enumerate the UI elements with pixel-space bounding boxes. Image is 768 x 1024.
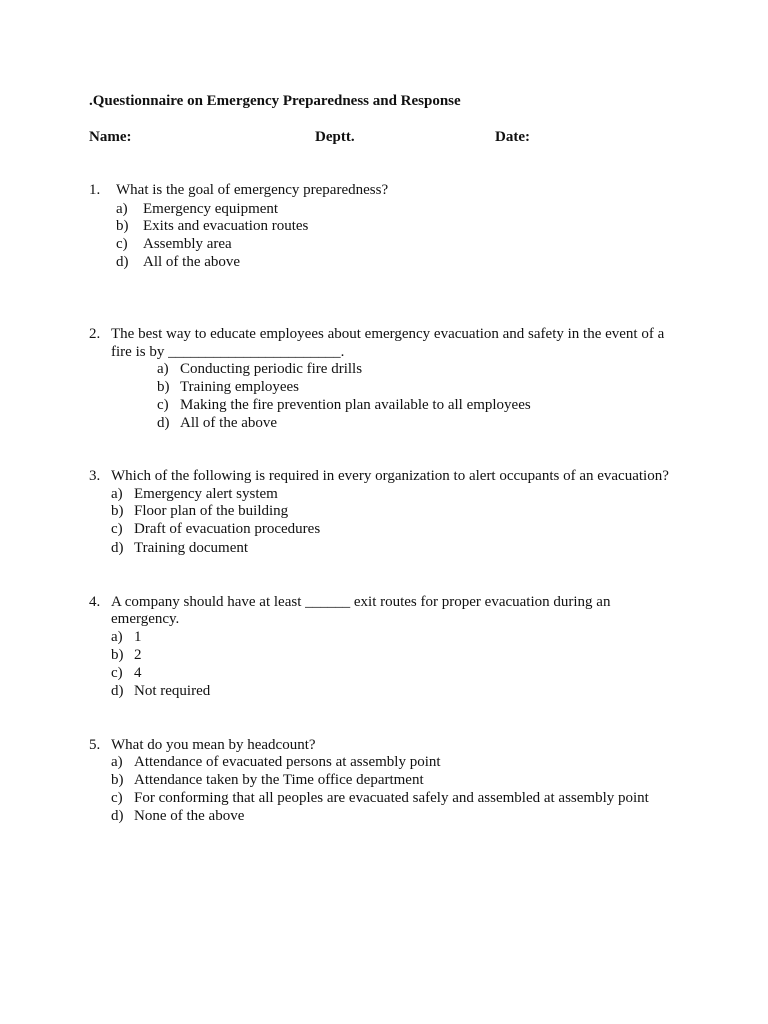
option-label: c) (111, 665, 123, 681)
option-label: a) (157, 361, 169, 377)
option-label: c) (157, 397, 169, 413)
option-label: a) (111, 629, 123, 645)
option-text: Draft of evacuation procedures (134, 521, 321, 537)
page-title: .Questionnaire on Emergency Preparedness and Response (89, 93, 461, 109)
option-text: Assembly area (143, 236, 232, 252)
question-text: Which of the following is required in every organization to alert occupants of an evacuation? (111, 468, 669, 484)
option-label: d) (116, 254, 129, 270)
question-text: What do you mean by headcount? (111, 737, 316, 753)
option-label: c) (111, 790, 123, 806)
option-label: b) (111, 772, 124, 788)
option-text: Attendance of evacuated persons at assembly point (134, 754, 441, 770)
option-label: d) (157, 415, 170, 431)
option-label: a) (116, 201, 128, 217)
option-text: 4 (134, 665, 142, 681)
option-text: Conducting periodic fire drills (180, 361, 363, 377)
option-text: Making the fire prevention plan available to all employees (180, 397, 531, 413)
option-text: All of the above (180, 415, 278, 431)
option-label: c) (116, 236, 128, 252)
option-text: 2 (134, 647, 142, 663)
option-text: Attendance taken by the Time office department (134, 772, 424, 788)
option-text: For conforming that all peoples are evacuated safely and assembled at assembly point (134, 790, 649, 806)
option-text: Not required (134, 683, 211, 699)
question-number: 3. (89, 468, 101, 484)
option-label: a) (111, 754, 123, 770)
option-label: c) (111, 521, 123, 537)
option-label: d) (111, 540, 124, 556)
name-field-label: Name: (89, 129, 132, 145)
question-number: 1. (89, 182, 101, 198)
option-label: b) (111, 503, 124, 519)
option-text: None of the above (134, 808, 245, 824)
question-text: What is the goal of emergency preparedness? (116, 182, 389, 198)
option-label: b) (111, 647, 124, 663)
option-text: Emergency alert system (134, 486, 278, 502)
question-text-line-2: emergency. (111, 611, 180, 627)
dept-field-label: Deptt. (315, 129, 355, 145)
option-text: Emergency equipment (143, 201, 279, 217)
date-field-label: Date: (495, 129, 530, 145)
option-label: b) (157, 379, 170, 395)
question-number: 4. (89, 594, 101, 610)
question-number: 5. (89, 737, 101, 753)
option-text: Training employees (180, 379, 300, 395)
option-label: d) (111, 683, 124, 699)
option-text: Exits and evacuation routes (143, 218, 309, 234)
question-text-line-1: The best way to educate employees about emergency evacuation and safety in the event of a (111, 326, 665, 342)
option-text: Floor plan of the building (134, 503, 289, 519)
option-label: d) (111, 808, 124, 824)
question-text-line-1: A company should have at least ______ exit routes for proper evacuation during an (111, 594, 611, 610)
option-text: Training document (134, 540, 249, 556)
question-number: 2. (89, 326, 101, 342)
question-text-line-2: fire is by _______________________. (111, 344, 345, 360)
option-label: a) (111, 486, 123, 502)
option-text: All of the above (143, 254, 241, 270)
option-label: b) (116, 218, 129, 234)
option-text: 1 (134, 629, 142, 645)
